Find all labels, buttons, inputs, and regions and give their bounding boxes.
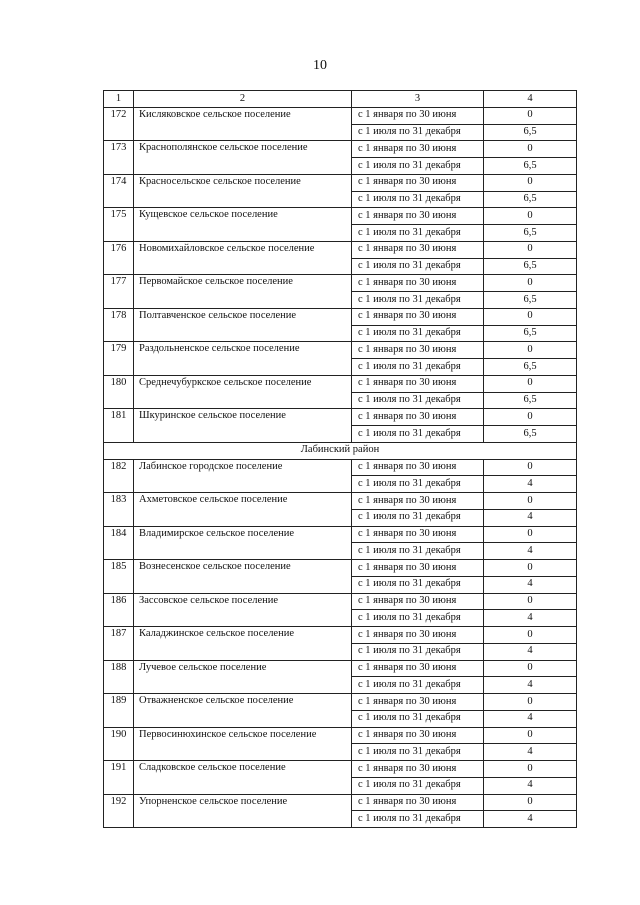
rate-first-half: 0: [484, 794, 577, 811]
period-second-half: с 1 июля по 31 декабря: [352, 325, 484, 342]
table-row: [104, 342, 577, 359]
rate-second-half: 4: [484, 643, 577, 660]
table-row: [104, 375, 577, 392]
settlement-name: Полтавченское сельское поселение: [134, 308, 352, 342]
rate-first-half: 0: [484, 560, 577, 577]
row-number: 180: [104, 375, 134, 409]
period-second-half: с 1 июля по 31 декабря: [352, 643, 484, 660]
period-first-half: с 1 января по 30 июня: [352, 794, 484, 811]
table-row: [104, 761, 577, 778]
rate-first-half: 0: [484, 409, 577, 426]
rate-first-half: 0: [484, 308, 577, 325]
rate-second-half: 4: [484, 476, 577, 493]
row-number: 188: [104, 660, 134, 694]
period-first-half: с 1 января по 30 июня: [352, 694, 484, 711]
period-first-half: с 1 января по 30 июня: [352, 174, 484, 191]
period-first-half: с 1 января по 30 июня: [352, 727, 484, 744]
period-first-half: с 1 января по 30 июня: [352, 308, 484, 325]
rate-first-half: 0: [484, 107, 577, 124]
period-second-half: с 1 июля по 31 декабря: [352, 225, 484, 242]
table-row: [104, 241, 577, 258]
table-row: [104, 660, 577, 677]
period-second-half: с 1 июля по 31 декабря: [352, 476, 484, 493]
row-number: 182: [104, 459, 134, 493]
rate-first-half: 0: [484, 627, 577, 644]
settlement-name: Кисляковское сельское поселение: [134, 107, 352, 141]
rate-second-half: 6,5: [484, 258, 577, 275]
period-first-half: с 1 января по 30 июня: [352, 459, 484, 476]
settlement-name: Отважненское сельское поселение: [134, 694, 352, 728]
settlement-name: Владимирское сельское поселение: [134, 526, 352, 560]
period-first-half: с 1 января по 30 июня: [352, 375, 484, 392]
period-first-half: с 1 января по 30 июня: [352, 627, 484, 644]
rate-second-half: 6,5: [484, 292, 577, 309]
rate-second-half: 6,5: [484, 426, 577, 443]
row-number: 172: [104, 107, 134, 141]
rate-second-half: 6,5: [484, 191, 577, 208]
period-first-half: с 1 января по 30 июня: [352, 275, 484, 292]
row-number: 178: [104, 308, 134, 342]
period-first-half: с 1 января по 30 июня: [352, 409, 484, 426]
period-second-half: с 1 июля по 31 декабря: [352, 811, 484, 828]
period-second-half: с 1 июля по 31 декабря: [352, 744, 484, 761]
period-second-half: с 1 июля по 31 декабря: [352, 710, 484, 727]
row-number: 185: [104, 560, 134, 594]
table-row: [104, 208, 577, 225]
row-number: 179: [104, 342, 134, 376]
settlement-name: Зассовское сельское поселение: [134, 593, 352, 627]
table-row: [104, 409, 577, 426]
period-first-half: с 1 января по 30 июня: [352, 761, 484, 778]
rate-first-half: 0: [484, 459, 577, 476]
settlement-name: Вознесенское сельское поселение: [134, 560, 352, 594]
settlement-name: Каладжинское сельское поселение: [134, 627, 352, 661]
period-second-half: с 1 июля по 31 декабря: [352, 610, 484, 627]
table-row: [104, 727, 577, 744]
rate-second-half: 4: [484, 777, 577, 794]
settlement-name: Красносельское сельское поселение: [134, 174, 352, 208]
table-row: [104, 794, 577, 811]
settlement-name: Первомайское сельское поселение: [134, 275, 352, 309]
row-number: 173: [104, 141, 134, 175]
period-second-half: с 1 июля по 31 декабря: [352, 124, 484, 141]
period-second-half: с 1 июля по 31 декабря: [352, 576, 484, 593]
table-row: [104, 308, 577, 325]
rate-first-half: 0: [484, 141, 577, 158]
row-number: 187: [104, 627, 134, 661]
row-number: 190: [104, 727, 134, 761]
rate-second-half: 6,5: [484, 225, 577, 242]
district-name: Лабинский район: [104, 442, 577, 459]
period-first-half: с 1 января по 30 июня: [352, 141, 484, 158]
settlement-name: Упорненское сельское поселение: [134, 794, 352, 828]
period-second-half: с 1 июля по 31 декабря: [352, 677, 484, 694]
period-first-half: с 1 января по 30 июня: [352, 526, 484, 543]
table-row: [104, 493, 577, 510]
rate-second-half: 6,5: [484, 359, 577, 376]
period-second-half: с 1 июля по 31 декабря: [352, 777, 484, 794]
rate-second-half: 4: [484, 710, 577, 727]
row-number: 191: [104, 761, 134, 795]
row-number: 186: [104, 593, 134, 627]
rate-first-half: 0: [484, 593, 577, 610]
period-first-half: с 1 января по 30 июня: [352, 660, 484, 677]
rate-first-half: 0: [484, 342, 577, 359]
rate-second-half: 4: [484, 610, 577, 627]
rate-first-half: 0: [484, 727, 577, 744]
district-row: [104, 442, 577, 459]
table-row: [104, 526, 577, 543]
row-number: 189: [104, 694, 134, 728]
settlement-name: Новомихайловское сельское поселение: [134, 241, 352, 275]
rate-first-half: 0: [484, 241, 577, 258]
period-second-half: с 1 июля по 31 декабря: [352, 426, 484, 443]
row-number: 183: [104, 493, 134, 527]
rate-second-half: 4: [484, 744, 577, 761]
header-cell-4: 4: [484, 91, 577, 108]
period-first-half: с 1 января по 30 июня: [352, 342, 484, 359]
rates-table-body: [104, 91, 577, 828]
rate-second-half: 4: [484, 811, 577, 828]
row-number: 177: [104, 275, 134, 309]
settlement-name: Раздольненское сельское поселение: [134, 342, 352, 376]
settlement-name: Среднечубуркское сельское поселение: [134, 375, 352, 409]
rate-second-half: 4: [484, 677, 577, 694]
row-number: 181: [104, 409, 134, 443]
rate-second-half: 4: [484, 509, 577, 526]
table-row: [104, 694, 577, 711]
table-row: [104, 627, 577, 644]
period-second-half: с 1 июля по 31 декабря: [352, 292, 484, 309]
table-row: [104, 174, 577, 191]
rate-second-half: 4: [484, 543, 577, 560]
header-cell-2: 2: [134, 91, 352, 108]
table-row: [104, 459, 577, 476]
rate-first-half: 0: [484, 275, 577, 292]
row-number: 184: [104, 526, 134, 560]
header-row: [104, 91, 577, 108]
rate-second-half: 6,5: [484, 325, 577, 342]
settlement-name: Сладковское сельское поселение: [134, 761, 352, 795]
row-number: 192: [104, 794, 134, 828]
period-first-half: с 1 января по 30 июня: [352, 560, 484, 577]
period-first-half: с 1 января по 30 июня: [352, 107, 484, 124]
period-first-half: с 1 января по 30 июня: [352, 593, 484, 610]
period-second-half: с 1 июля по 31 декабря: [352, 359, 484, 376]
settlement-name: Лабинское городское поселение: [134, 459, 352, 493]
period-second-half: с 1 июля по 31 декабря: [352, 258, 484, 275]
table-row: [104, 141, 577, 158]
header-cell-1: 1: [104, 91, 134, 108]
rate-first-half: 0: [484, 493, 577, 510]
rate-first-half: 0: [484, 761, 577, 778]
period-first-half: с 1 января по 30 июня: [352, 208, 484, 225]
page-number: 10: [313, 58, 327, 73]
rate-second-half: 4: [484, 576, 577, 593]
rate-first-half: 0: [484, 208, 577, 225]
header-cell-3: 3: [352, 91, 484, 108]
row-number: 174: [104, 174, 134, 208]
rate-second-half: 6,5: [484, 124, 577, 141]
period-second-half: с 1 июля по 31 декабря: [352, 158, 484, 175]
period-first-half: с 1 января по 30 июня: [352, 493, 484, 510]
rate-first-half: 0: [484, 375, 577, 392]
settlement-name: Краснополянское сельское поселение: [134, 141, 352, 175]
period-second-half: с 1 июля по 31 декабря: [352, 543, 484, 560]
period-first-half: с 1 января по 30 июня: [352, 241, 484, 258]
rate-first-half: 0: [484, 174, 577, 191]
period-second-half: с 1 июля по 31 декабря: [352, 191, 484, 208]
table-row: [104, 275, 577, 292]
rate-first-half: 0: [484, 526, 577, 543]
settlement-name: Шкуринское сельское поселение: [134, 409, 352, 443]
row-number: 175: [104, 208, 134, 242]
rate-second-half: 6,5: [484, 158, 577, 175]
settlement-name: Лучевое сельское поселение: [134, 660, 352, 694]
rate-first-half: 0: [484, 694, 577, 711]
period-second-half: с 1 июля по 31 декабря: [352, 509, 484, 526]
rates-table: [103, 90, 577, 828]
period-second-half: с 1 июля по 31 декабря: [352, 392, 484, 409]
table-row: [104, 560, 577, 577]
rate-first-half: 0: [484, 660, 577, 677]
rate-second-half: 6,5: [484, 392, 577, 409]
table-row: [104, 593, 577, 610]
settlement-name: Первосинюхинское сельское поселение: [134, 727, 352, 761]
row-number: 176: [104, 241, 134, 275]
table-row: [104, 107, 577, 124]
settlement-name: Ахметовское сельское поселение: [134, 493, 352, 527]
settlement-name: Кущевское сельское поселение: [134, 208, 352, 242]
